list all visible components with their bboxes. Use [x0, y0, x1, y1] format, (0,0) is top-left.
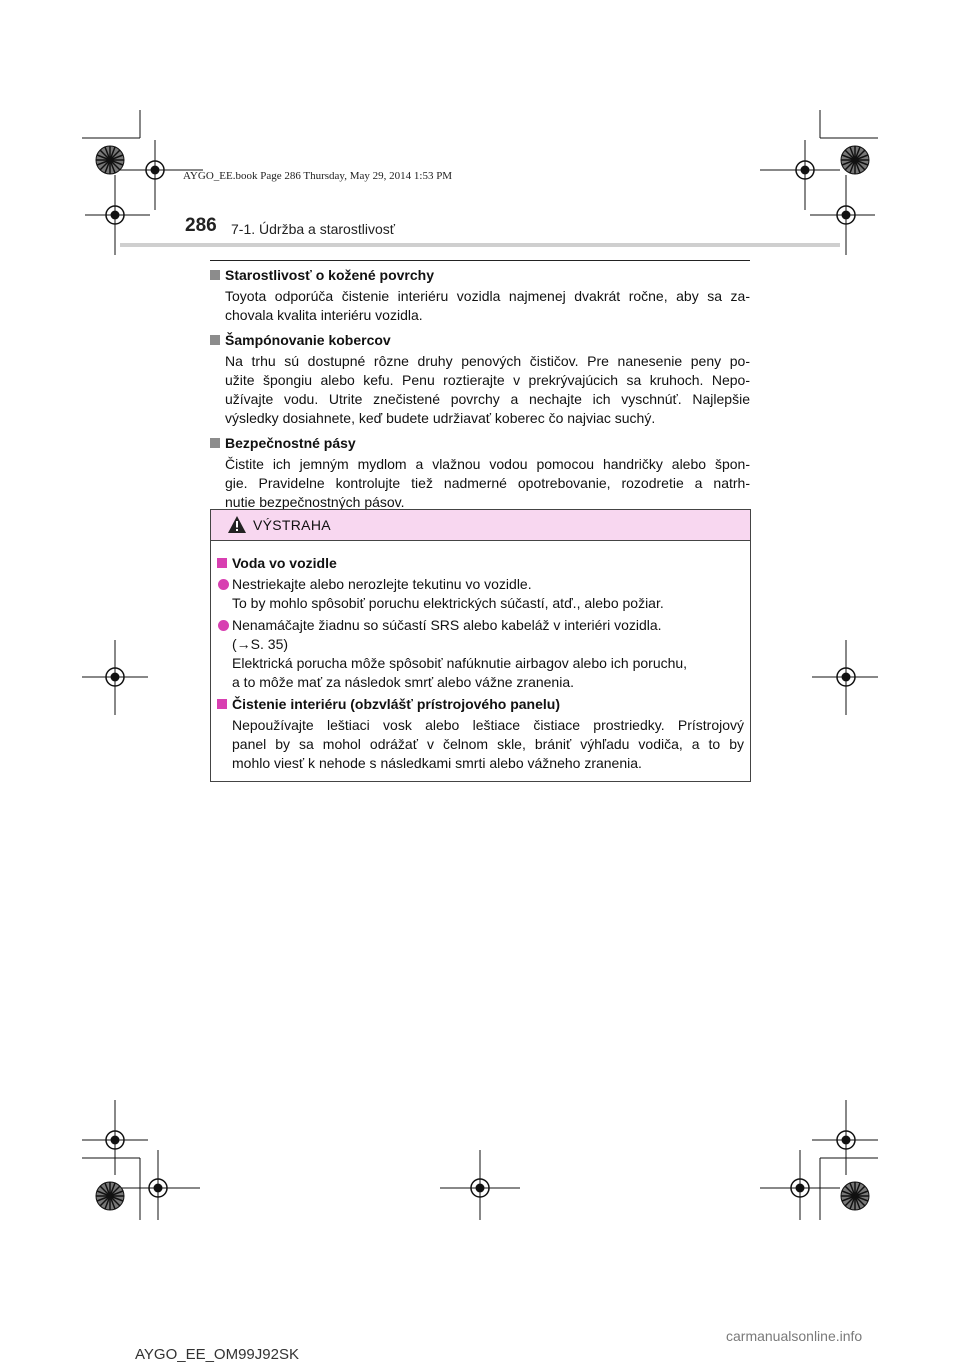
section-seat-belts: [210, 434, 750, 512]
section-text: Toyota odporúča čistenie interiéru vozidla najmenej dvakrát ročne, aby sa za- chovala kvalita interiéru vozidla.: [225, 288, 750, 323]
warning-box: [210, 509, 751, 782]
section-text: Čistite ich jemným mydlom a vlažnou vodou pomocou handričky alebo špon- gie. Pravidelne kontrolujte tiež nadmerné opotrebovanie, rozodretie a natrh- nutie bezpečnostných pásov.: [225, 456, 750, 510]
bullet-dot-icon: [218, 579, 229, 590]
registration-mark-icon: [99, 661, 131, 693]
main-content: [210, 266, 750, 518]
color-calibration-disc-icon: [96, 1182, 124, 1210]
content-rule: [210, 260, 750, 261]
registration-mark-icon: [139, 154, 171, 186]
registration-mark-icon: [784, 1172, 816, 1204]
warning-item: Nenamáčajte žiadnu so súčastí SRS alebo kabeláž v interiéri vozidla. (→S. 35) Elektrická porucha môže spôsobiť nafúknutie airbagov alebo ich poruchu, a to môže mať za následok smrť alebo vážne zranenia.: [217, 616, 744, 692]
document-code: AYGO_EE_OM99J92SK: [135, 1346, 299, 1363]
warning-text: Nepoužívajte leštiaci vosk alebo leštiace čistiace prostriedky. Prístrojový panel by sa mohol odrážať v čelnom skle, brániť výhľadu vodiča, a to by mohlo viesť k nehode s následkami smrti alebo vážneho zranenia.: [232, 717, 744, 771]
warning-header: [211, 510, 750, 541]
warning-triangle-icon: [228, 516, 246, 533]
registration-mark-icon: [142, 1172, 174, 1204]
color-calibration-disc-icon: [841, 1182, 869, 1210]
registration-mark-icon: [99, 1124, 131, 1156]
warning-item: Nestriekajte alebo nerozlejte tekutinu vo vozidle. To by mohlo spôsobiť poruchu elektrických súčastí, atď., alebo požiar.: [217, 575, 744, 613]
book-info: AYGO_EE.book Page 286 Thursday, May 29, 2014 1:53 PM: [183, 170, 453, 182]
registration-mark-icon: [830, 1124, 862, 1156]
color-calibration-disc-icon: [96, 146, 124, 174]
bullet-dot-icon: [218, 620, 229, 631]
section-carpet-shampoo: [210, 331, 750, 428]
header-rule: [120, 243, 840, 247]
chapter-title: 7-1. Údržba a starostlivosť: [231, 221, 395, 237]
section-square-icon: [210, 438, 220, 448]
page-number: 286: [185, 215, 217, 236]
watermark: carmanualsonline.info: [726, 1328, 863, 1344]
registration-mark-icon: [830, 199, 862, 231]
section-text: Na trhu sú dostupné rôzne druhy penových čističov. Pre nanesenie peny po- užite špongiu alebo kefu. Penu roztierajte v prekrývajúcich sa kruhoch. Nepo- užívajte vodu. Utrite znečistené povrchy a nechajte ich vyschnúť. Najlepšie výsledky dosiahnete, keď budete udržiavať koberec čo najviac suchý.: [225, 353, 750, 426]
warning-section-title: Čistenie interiéru (obzvlášť prístrojového panelu): [232, 696, 560, 712]
registration-mark-icon: [99, 199, 131, 231]
registration-mark-icon: [464, 1172, 496, 1204]
section-title: Starostlivosť o kožené povrchy: [225, 267, 434, 283]
warning-title: VÝSTRAHA: [253, 517, 331, 533]
color-calibration-disc-icon: [841, 146, 869, 174]
section-square-icon: [210, 335, 220, 345]
warning-body: [211, 541, 750, 773]
section-leather-care: [210, 266, 750, 325]
warning-section-title: Voda vo vozidle: [232, 555, 337, 571]
section-square-icon: [210, 270, 220, 280]
registration-mark-icon: [830, 661, 862, 693]
section-square-icon: [217, 699, 227, 709]
section-title: Šampónovanie kobercov: [225, 332, 391, 348]
registration-mark-icon: [789, 154, 821, 186]
section-square-icon: [217, 558, 227, 568]
section-title: Bezpečnostné pásy: [225, 435, 356, 451]
